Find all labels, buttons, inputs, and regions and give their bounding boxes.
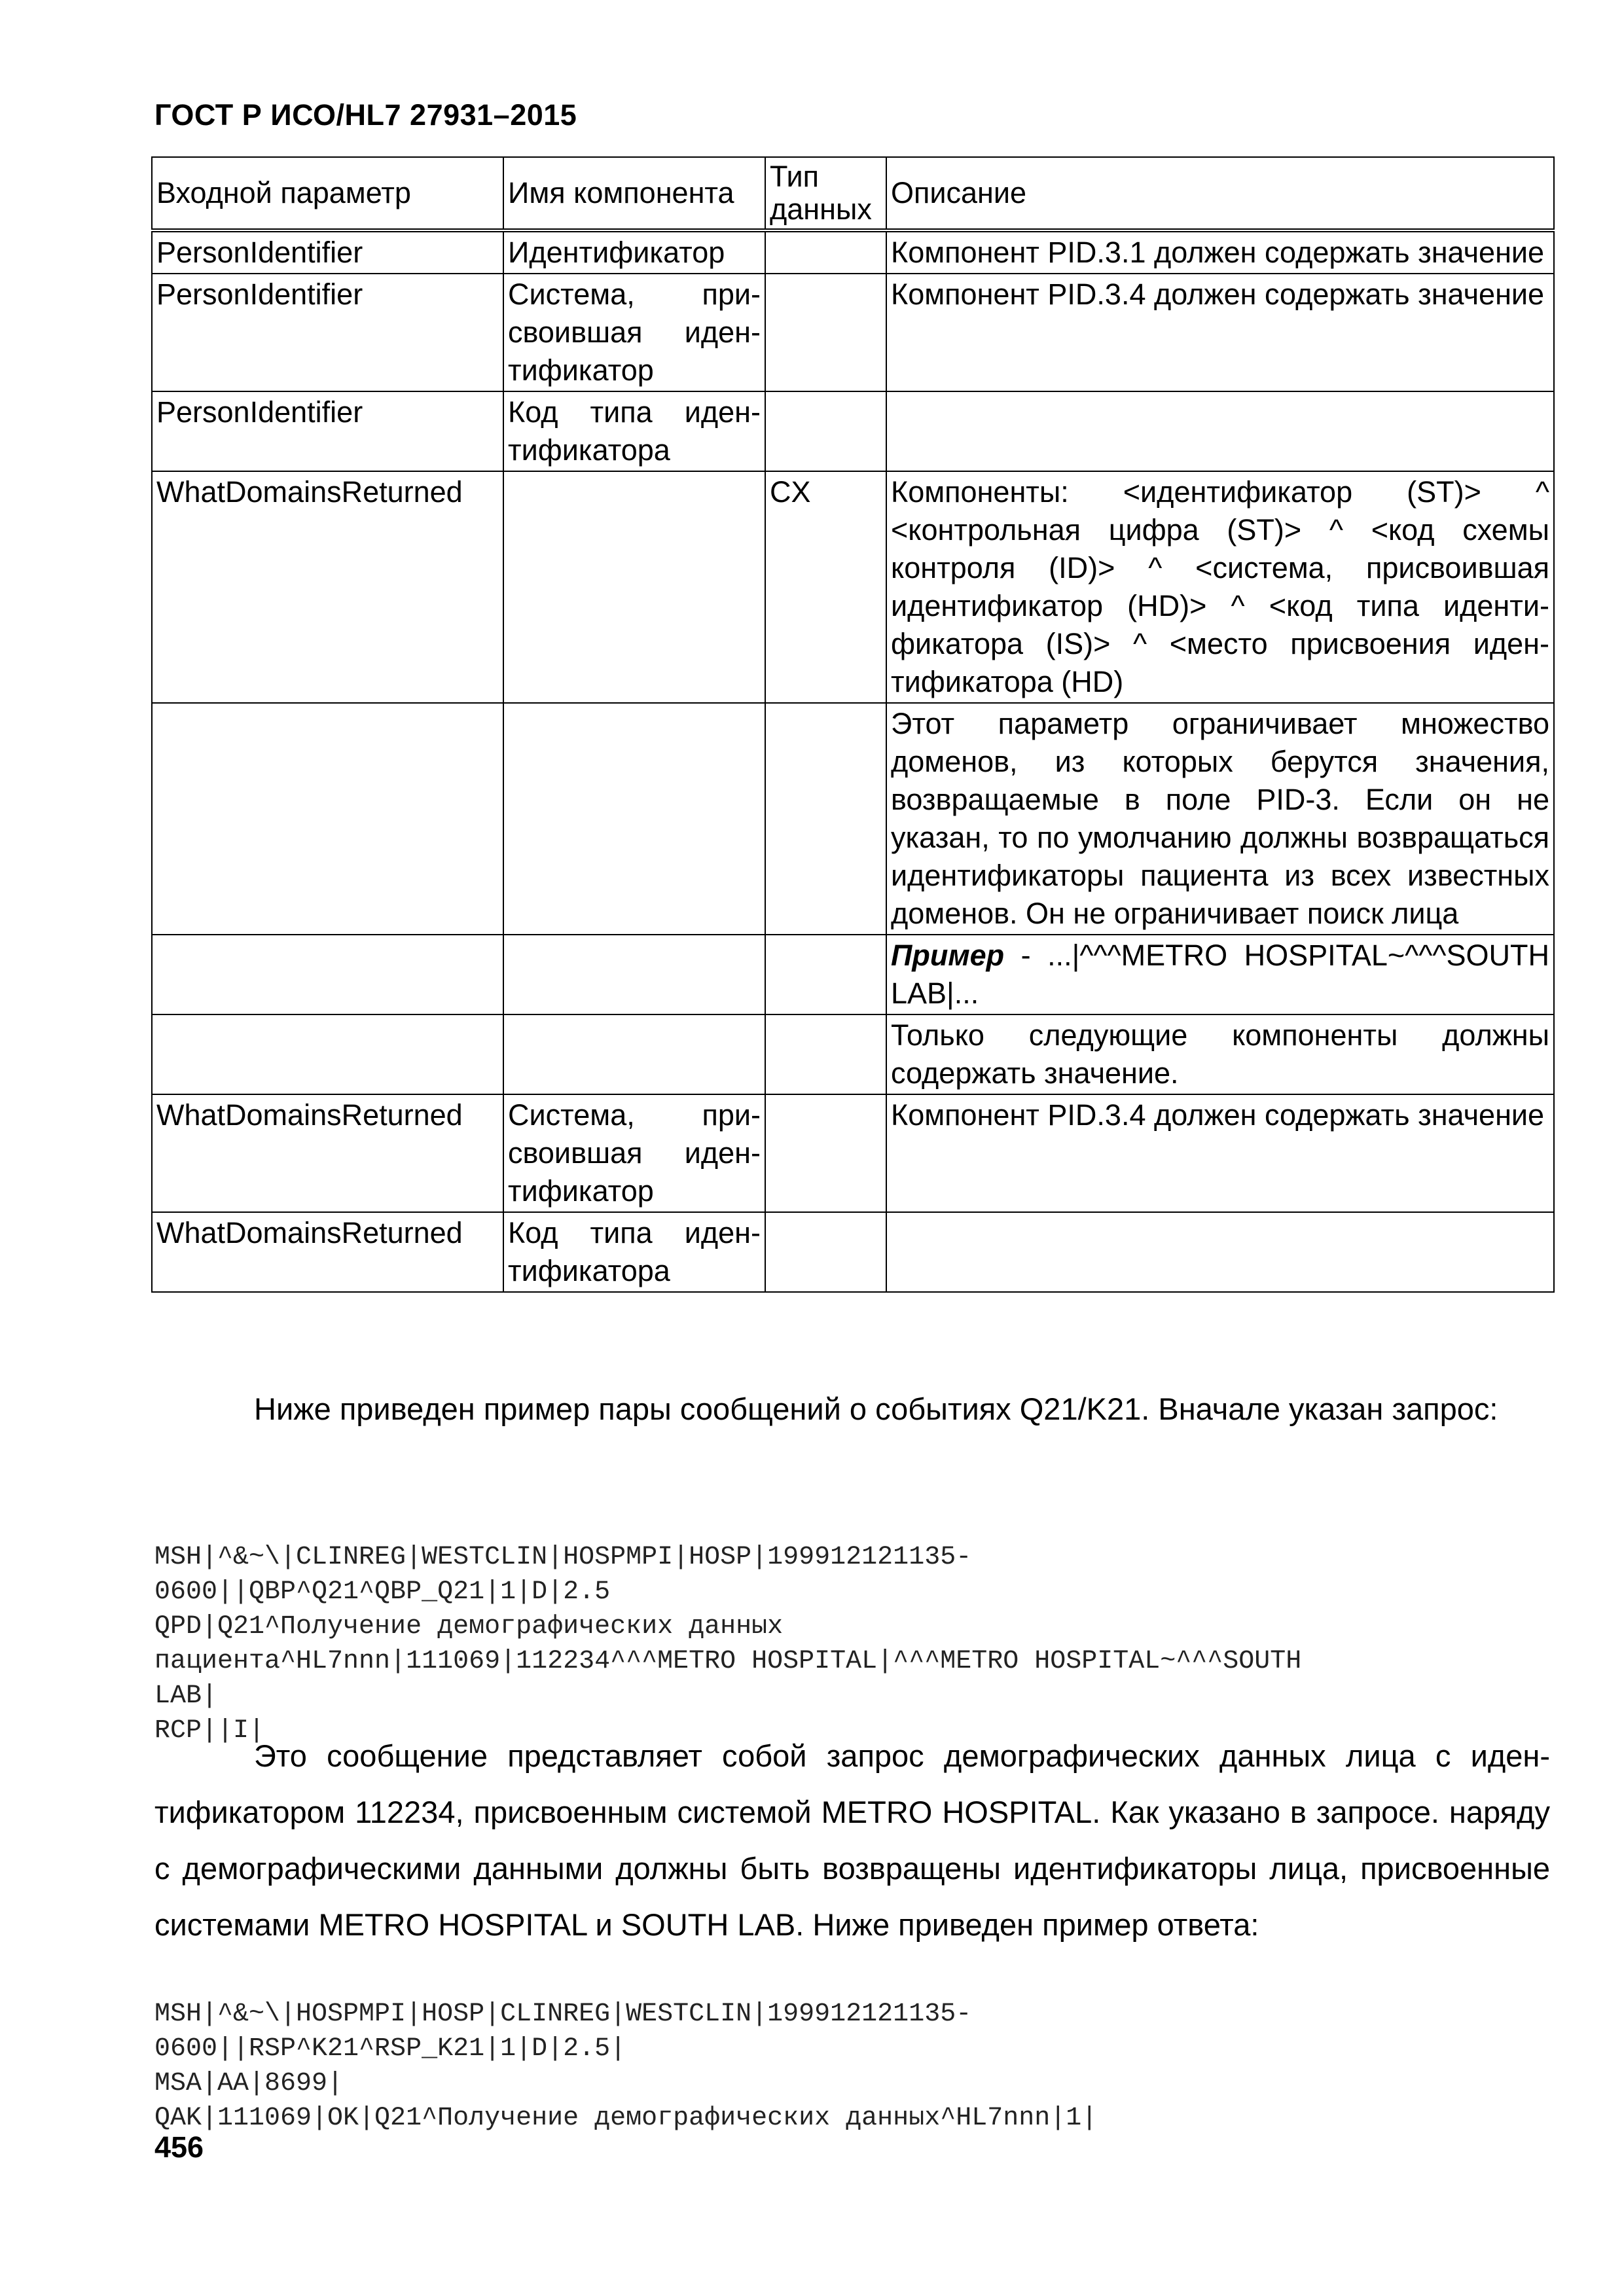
cell-description: Компонент PID.3.4 должен содержать значение <box>886 1094 1554 1212</box>
cell-type <box>765 230 886 274</box>
table-row <box>152 935 1554 1014</box>
example-text: - ...|^^^METRO HOSPITAL~^^^SOUTH LAB|... <box>891 939 1549 1010</box>
cell-component: Код типа идентификатора <box>503 1212 765 1292</box>
code-line: QAK|111069|OK|Q21^Получение демографических данных^HL7nnn|1| <box>154 2104 1098 2133</box>
code-line: LAB| <box>154 1681 218 1711</box>
cell-param <box>152 1014 503 1094</box>
column-header-type: Тип данных <box>765 157 886 230</box>
code-line: RCP||I| <box>154 1716 265 1746</box>
paragraph-explanation <box>154 1728 1550 1953</box>
cell-component <box>503 935 765 1014</box>
code-line: QPD|Q21^Получение демографических данных <box>154 1612 784 1641</box>
cell-param <box>152 935 503 1014</box>
column-header-component: Имя компонента <box>503 157 765 230</box>
parameter-table <box>151 156 1555 1293</box>
page-number: 456 <box>154 2130 204 2164</box>
cell-type <box>765 935 886 1014</box>
cell-description: Компонент PID.3.1 должен содержать значение <box>886 230 1554 274</box>
cell-type <box>765 1094 886 1212</box>
cell-component <box>503 1014 765 1094</box>
cell-description: Компоненты: <идентификатор (ST)> ^ <контрольная цифра (ST)> ^ <код схемы контроля (ID)> ^ <система, присвоившая идентификатор (HD)> ^ <код типа идентификатора (IS)> ^ <место присвоения идентификатора (HD) <box>886 471 1554 703</box>
cell-component: Система, присвоившая идентификатор <box>503 274 765 391</box>
cell-description <box>886 391 1554 471</box>
table-row <box>152 1094 1554 1212</box>
column-header-param: Входной параметр <box>152 157 503 230</box>
document-header: ГОСТ Р ИСО/HL7 27931–2015 <box>154 98 577 132</box>
cell-param: WhatDomainsReturned <box>152 1094 503 1212</box>
cell-component <box>503 703 765 935</box>
cell-param: PersonIdentifier <box>152 230 503 274</box>
cell-type <box>765 1212 886 1292</box>
cell-type: CX <box>765 471 886 703</box>
paragraph-intro <box>154 1381 1550 1437</box>
code-line: MSH|^&~\|CLINREG|WESTCLIN|HOSPMPI|HOSP|199912121135- <box>154 1543 972 1572</box>
example-label: Пример <box>891 939 1005 972</box>
table-row <box>152 703 1554 935</box>
table-row <box>152 391 1554 471</box>
table-row <box>152 274 1554 391</box>
cell-description <box>886 1212 1554 1292</box>
cell-param: PersonIdentifier <box>152 391 503 471</box>
table-row <box>152 1212 1554 1292</box>
code-line: 0600||QBP^Q21^QBP_Q21|1|D|2.5 <box>154 1577 611 1607</box>
cell-component: Идентификатор <box>503 230 765 274</box>
paragraph-intro-text: Ниже приведен пример пары сообщений о событиях Q21/K21. Вначале указан запрос: <box>254 1391 1498 1426</box>
code-line: MSA|AA|8699| <box>154 2069 344 2098</box>
cell-description: Этот параметр ограничивает множество доменов, из которых берутся значения, возвращаемые в поле PID-3. Если он не указан, то по умолчанию должны возвращаться идентификаторы пациента из всех известных доменов. Он не ограничивает поиск лица <box>886 703 1554 935</box>
cell-component: Система, присвоившая идентификатор <box>503 1094 765 1212</box>
cell-description: Только следующие компоненты должны содержать значение. <box>886 1014 1554 1094</box>
cell-type <box>765 703 886 935</box>
cell-param: WhatDomainsReturned <box>152 471 503 703</box>
table-row <box>152 1014 1554 1094</box>
cell-type <box>765 391 886 471</box>
code-line: пациента^HL7nnn|111069|112234^^^METRO HOSPITAL|^^^METRO HOSPITAL~^^^SOUTH <box>154 1647 1302 1676</box>
paragraph-explanation-text: Это сообщение представляет собой запрос демографических данных лица с идентификатором 112234, присвоенным системой METRO HOSPITAL. Как указано в запросе. наряду с демографическими данными должны быть возвращены идентификаторы лица, присвоенные системами METRO HOSPITAL и SOUTH LAB. Ниже приведен пример ответа: <box>154 1738 1550 1942</box>
cell-type <box>765 1014 886 1094</box>
code-line: 0600||RSP^K21^RSP_K21|1|D|2.5| <box>154 2034 626 2064</box>
column-header-description: Описание <box>886 157 1554 230</box>
cell-component <box>503 471 765 703</box>
cell-component: Код типа идентификатора <box>503 391 765 471</box>
cell-param <box>152 703 503 935</box>
cell-description-example <box>886 935 1554 1014</box>
cell-type <box>765 274 886 391</box>
cell-description: Компонент PID.3.4 должен содержать значение <box>886 274 1554 391</box>
code-block-response <box>154 1962 1555 2170</box>
cell-param: WhatDomainsReturned <box>152 1212 503 1292</box>
code-line: MSH|^&~\|HOSPMPI|HOSP|CLINREG|WESTCLIN|199912121135- <box>154 2000 972 2029</box>
cell-param: PersonIdentifier <box>152 274 503 391</box>
table-row <box>152 471 1554 703</box>
table-row <box>152 230 1554 274</box>
table-header-row <box>152 157 1554 230</box>
